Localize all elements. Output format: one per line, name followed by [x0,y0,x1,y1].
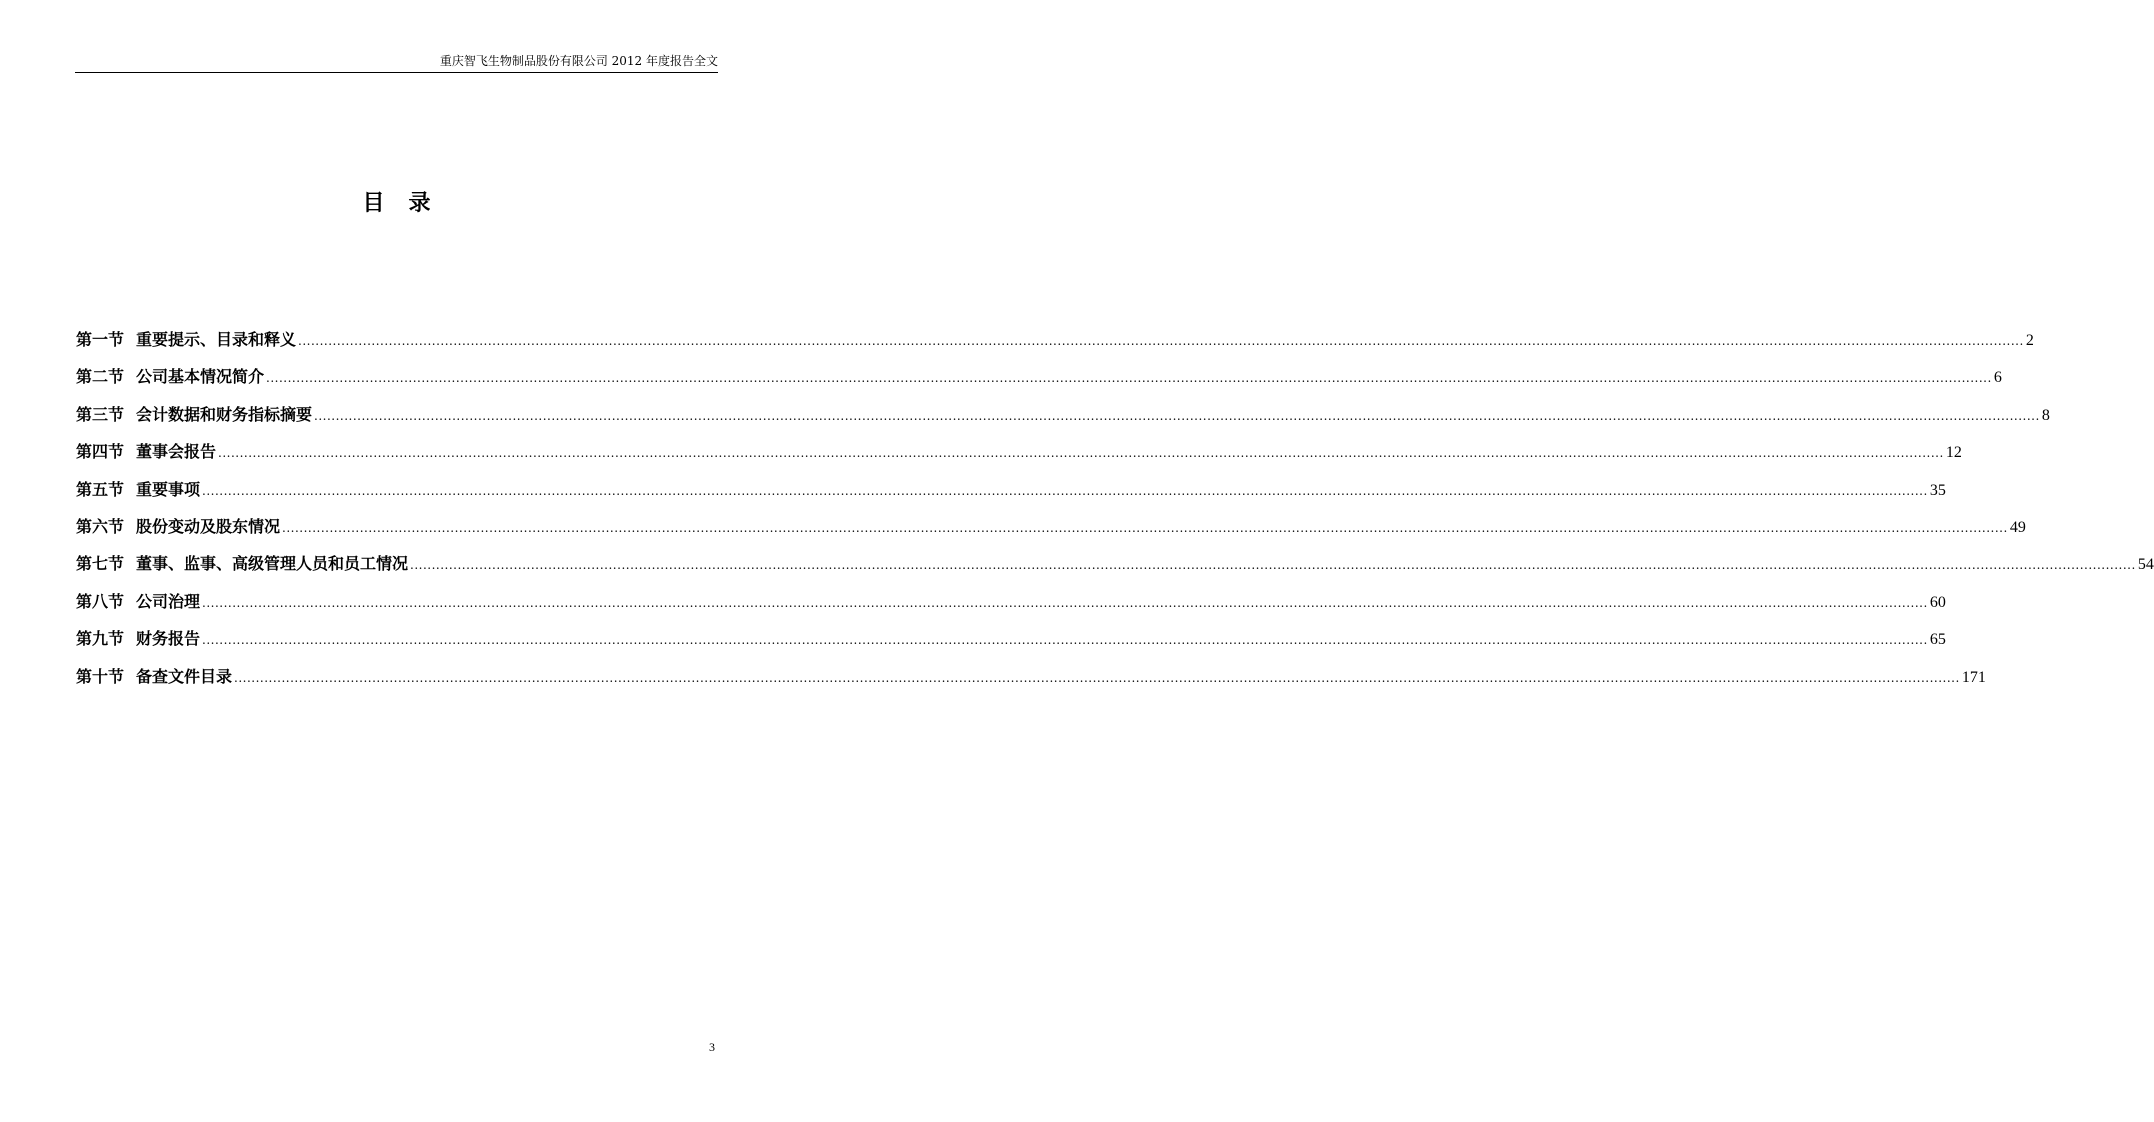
toc-leader-dots: ................................................................................................................................................................................................................................................................................................................................................................................................................ [266,371,1992,386]
toc-item[interactable] [76,328,2034,365]
toc-leader-dots: ................................................................................................................................................................................................................................................................................................................................................................................................................ [202,595,1928,610]
toc-leader-dots: ................................................................................................................................................................................................................................................................................................................................................................................................................ [314,408,2040,423]
header-title: 重庆智飞生物制品股份有限公司 2012 年度报告全文 [439,54,718,68]
toc-page-number: 8 [2041,406,2050,424]
toc-item[interactable] [76,552,2154,589]
toc-section-title: 公司基本情况简介 [136,367,265,387]
toc-page-number: 49 [2009,518,2026,536]
toc-section-number: 第七节 [76,554,125,574]
toc-section-number: 第四节 [76,442,125,462]
toc-section-title: 公司治理 [136,591,201,611]
toc-section-title: 重要提示、目录和释义 [136,330,297,349]
toc-section-number: 第十节 [76,666,125,686]
toc-section-number: 第五节 [76,479,125,499]
toc-leader-dots: ................................................................................................................................................................................................................................................................................................................................................................................................................ [202,483,1928,498]
page-header [75,52,718,73]
toc-section-number: 第九节 [76,629,125,649]
toc-section-title: 董事会报告 [136,442,217,462]
toc-page-number: 54 [2137,556,2154,574]
toc-page-number: 2 [2025,332,2034,349]
toc-leader-dots: ................................................................................................................................................................................................................................................................................................................................................................................................................ [218,446,1944,461]
toc-item[interactable] [76,365,2002,402]
toc-section-title: 备查文件目录 [136,666,233,686]
toc-leader-dots: ................................................................................................................................................................................................................................................................................................................................................................................................................ [410,558,2136,573]
toc-leader-dots: ................................................................................................................................................................................................................................................................................................................................................................................................................ [202,633,1928,648]
page-number: 3 [709,1040,715,1054]
toc-page-number: 171 [1961,668,1986,686]
toc-item[interactable] [76,627,1946,664]
toc-section-title: 财务报告 [136,629,201,649]
toc-section-number: 第二节 [76,367,125,387]
toc-item[interactable] [76,590,1946,627]
toc-section-title: 重要事项 [136,479,201,499]
toc-section-title: 会计数据和财务指标摘要 [136,404,313,424]
toc-section-number: 第一节 [76,330,125,349]
toc-section-title: 董事、监事、高级管理人员和员工情况 [136,554,409,574]
toc-item[interactable] [76,440,1962,477]
toc-page-number: 12 [1945,444,1962,462]
toc-leader-dots: ................................................................................................................................................................................................................................................................................................................................................................................................................ [282,520,2008,535]
toc-item[interactable] [76,665,1986,702]
toc-item[interactable] [76,403,2050,440]
toc-item[interactable] [76,478,1946,515]
toc-leader-dots: ................................................................................................................................................................................................................................................................................................................................................................................................................ [298,334,2024,348]
toc-page-number: 60 [1929,593,1946,611]
toc-leader-dots: ................................................................................................................................................................................................................................................................................................................................................................................................................ [234,670,1960,685]
toc-page-number: 65 [1929,631,1946,649]
toc-page-number: 6 [1993,369,2002,387]
toc-section-number: 第三节 [76,404,125,424]
toc-item[interactable] [76,515,2026,552]
toc-section-title: 股份变动及股东情况 [136,516,281,536]
toc-page-number: 35 [1929,481,1946,499]
page-title: 目录 [362,190,455,216]
toc-section-number: 第六节 [76,516,125,536]
toc-section-number: 第八节 [76,591,125,611]
table-of-contents [76,328,2154,702]
